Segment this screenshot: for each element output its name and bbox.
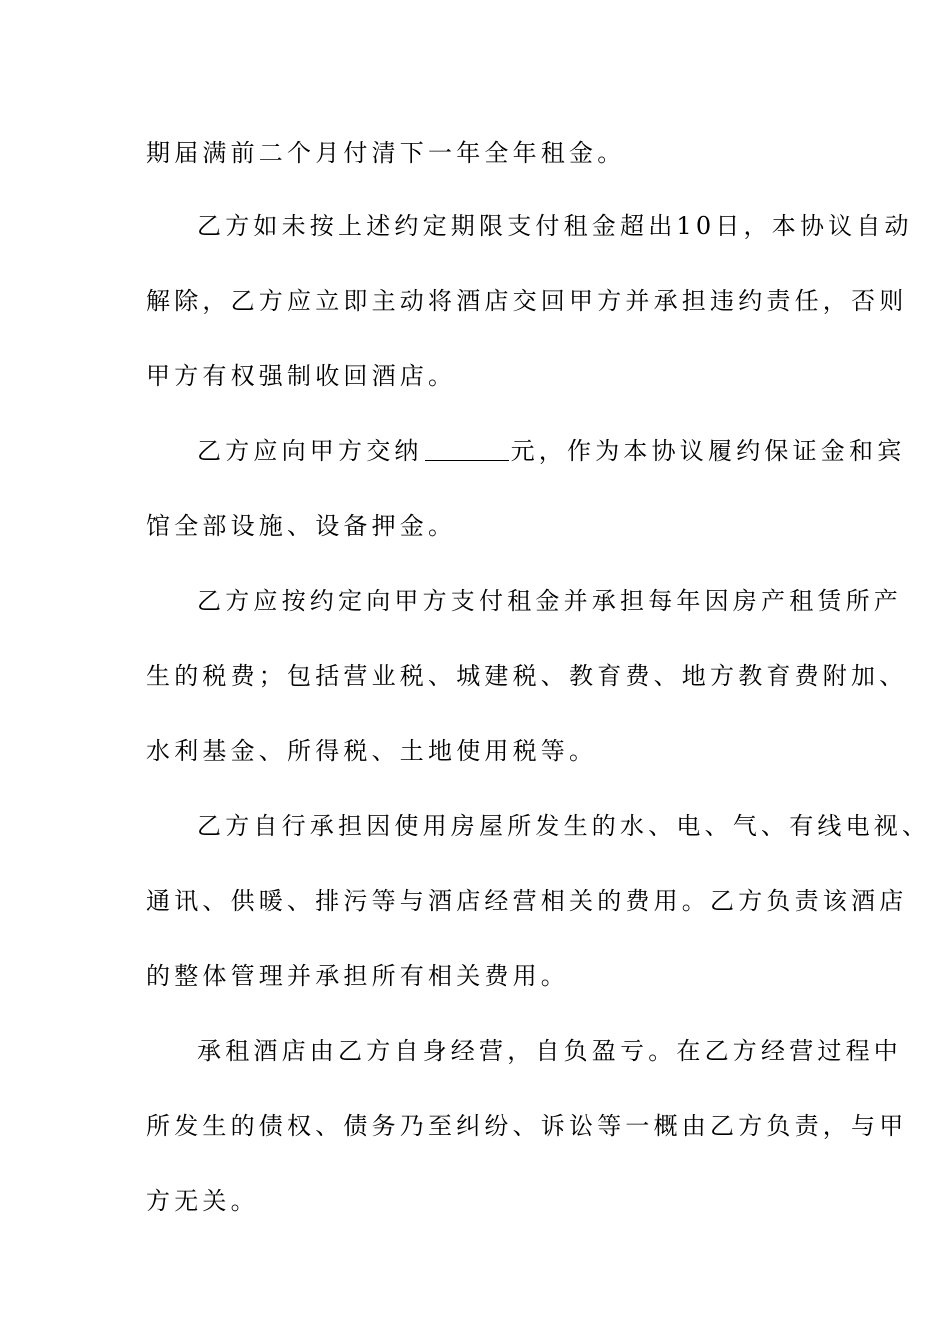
- text-line-with-blank: [197, 434, 906, 468]
- text-line: 生的税费；包括营业税、城建税、教育费、地方教育费附加、: [146, 662, 908, 690]
- text-line: 甲方有权强制收回酒店。: [146, 362, 457, 390]
- text-line: 水利基金、所得税、土地使用税等。: [146, 737, 598, 765]
- text-line: 馆全部设施、设备押金。: [146, 512, 457, 540]
- text-line: 所发生的债权、债务乃至纠纷、诉讼等一概由乙方负责，与甲: [146, 1112, 908, 1140]
- text-line: 期届满前二个月付清下一年全年租金。: [146, 139, 626, 167]
- text-line: 乙方如未按上述约定期限支付租金超出10日，本协议自动: [197, 212, 913, 240]
- text-segment: 元，作为本协议履约保证金和宾: [510, 437, 906, 465]
- fill-in-blank: [425, 438, 509, 461]
- text-line: 的整体管理并承担所有相关费用。: [146, 962, 569, 990]
- text-segment: 乙方应向甲方交纳: [197, 437, 423, 465]
- text-line: 承租酒店由乙方自身经营，自负盈亏。在乙方经营过程中: [197, 1037, 902, 1065]
- text-line: 通讯、供暖、排污等与酒店经营相关的费用。乙方负责该酒店: [146, 887, 908, 915]
- text-line: 方无关。: [146, 1187, 259, 1215]
- text-line: 乙方应按约定向甲方支付租金并承担每年因房产租赁所产: [197, 587, 902, 615]
- text-line: 乙方自行承担因使用房屋所发生的水、电、气、有线电视、: [197, 812, 931, 840]
- text-line: 解除，乙方应立即主动将酒店交回甲方并承担违约责任，否则: [146, 287, 908, 315]
